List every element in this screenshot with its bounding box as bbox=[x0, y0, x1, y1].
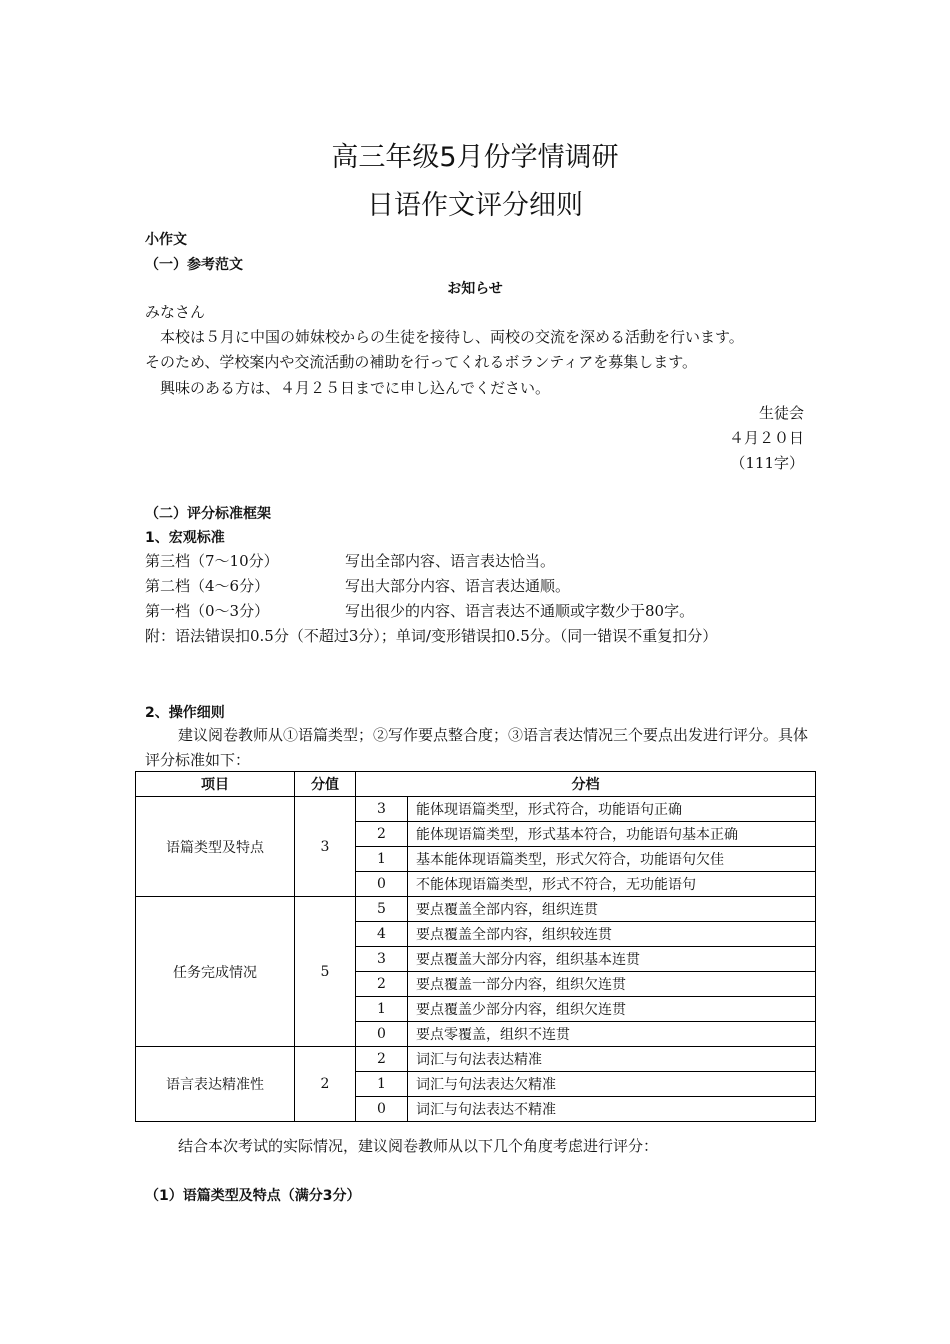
letter-char-count: （111字） bbox=[730, 454, 804, 472]
letter-paragraph-2: そのため、学校案内や交流活動の補助を行ってくれるボランティアを募集します。 bbox=[145, 353, 698, 371]
table-desc-cell: 词汇与句法表达精准 bbox=[408, 1047, 816, 1072]
table-desc-cell: 能体现语篇类型，形式基本符合，功能语句基本正确 bbox=[408, 822, 816, 847]
table-level-cell: 2 bbox=[356, 822, 408, 847]
deduction-note: 附：语法错误扣0.5分（不超过3分）；单词/变形错误扣0.5分。（同一错误不重复扣分） bbox=[145, 627, 718, 645]
table-level-cell: 1 bbox=[356, 1072, 408, 1097]
subsection-1-title: （1）语篇类型及特点（满分3分） bbox=[145, 1188, 361, 1204]
page-subtitle: 日语作文评分细则 bbox=[367, 190, 583, 221]
table-level-cell: 4 bbox=[356, 922, 408, 947]
table-level-cell: 0 bbox=[356, 1022, 408, 1047]
table-row bbox=[136, 897, 816, 922]
letter-signature: 生徒会 bbox=[758, 404, 804, 422]
table-item-cell: 语言表达精准性 bbox=[136, 1047, 295, 1122]
table-level-cell: 1 bbox=[356, 847, 408, 872]
table-row bbox=[136, 797, 816, 822]
table-desc-cell: 能体现语篇类型，形式符合，功能语句正确 bbox=[408, 797, 816, 822]
table-level-cell: 5 bbox=[356, 897, 408, 922]
after-table-paragraph: 结合本次考试的实际情况，建议阅卷教师从以下几个角度考虑进行评分： bbox=[178, 1137, 659, 1155]
letter-paragraph-3: 興味のある方は、４月２５日までに申し込んでください。 bbox=[145, 379, 551, 397]
table-row bbox=[136, 1047, 816, 1072]
table-desc-cell: 要点覆盖大部分内容，组织基本连贯 bbox=[408, 947, 816, 972]
table-score-cell: 2 bbox=[295, 1047, 356, 1122]
table-level-cell: 2 bbox=[356, 972, 408, 997]
table-header-item: 项目 bbox=[136, 772, 295, 797]
letter-greeting: みなさん bbox=[145, 303, 206, 321]
table-header-levels: 分档 bbox=[356, 772, 816, 797]
section-small-essay: 小作文 bbox=[145, 232, 187, 248]
table-desc-cell: 基本能体现语篇类型，形式欠符合，功能语句欠佳 bbox=[408, 847, 816, 872]
level-3-desc: 写出全部内容、语言表达恰当。 bbox=[345, 552, 556, 570]
operation-paragraph: 建议阅卷教师从①语篇类型；②写作要点整合度；③语言表达情况三个要点出发进行评分。具体评分标准如下： bbox=[145, 726, 809, 769]
table-desc-cell: 要点零覆盖，组织不连贯 bbox=[408, 1022, 816, 1047]
level-2-name: 第二档（4～6分） bbox=[145, 577, 270, 595]
level-1-name: 第一档（0～3分） bbox=[145, 602, 270, 620]
operation-title: 2、操作细则 bbox=[145, 705, 225, 721]
table-item-cell: 语篇类型及特点 bbox=[136, 797, 295, 897]
section-framework: （二）评分标准框架 bbox=[145, 506, 271, 522]
table-header-score: 分值 bbox=[295, 772, 356, 797]
table-score-cell: 5 bbox=[295, 897, 356, 1047]
table-desc-cell: 词汇与句法表达不精准 bbox=[408, 1097, 816, 1122]
table-item-cell: 任务完成情况 bbox=[136, 897, 295, 1047]
page-title: 高三年级5月份学情调研 bbox=[331, 142, 619, 173]
table-level-cell: 3 bbox=[356, 797, 408, 822]
section-reference: （一）参考范文 bbox=[145, 257, 243, 273]
table-desc-cell: 要点覆盖全部内容，组织较连贯 bbox=[408, 922, 816, 947]
table-desc-cell: 要点覆盖少部分内容，组织欠连贯 bbox=[408, 997, 816, 1022]
macro-standard-title: 1、宏观标准 bbox=[145, 530, 225, 546]
table-desc-cell: 要点覆盖全部内容，组织连贯 bbox=[408, 897, 816, 922]
table-desc-cell: 要点覆盖一部分内容，组织欠连贯 bbox=[408, 972, 816, 997]
letter-paragraph-1: 本校は５月に中国の姉妹校からの生徒を接待し、両校の交流を深める活動を行います。 bbox=[145, 328, 744, 346]
table-score-cell: 3 bbox=[295, 797, 356, 897]
table-header-row bbox=[136, 772, 816, 797]
table-desc-cell: 词汇与句法表达欠精准 bbox=[408, 1072, 816, 1097]
level-2-desc: 写出大部分内容、语言表达通顺。 bbox=[345, 577, 571, 595]
table-level-cell: 0 bbox=[356, 1097, 408, 1122]
table-level-cell: 2 bbox=[356, 1047, 408, 1072]
table-level-cell: 3 bbox=[356, 947, 408, 972]
table-level-cell: 1 bbox=[356, 997, 408, 1022]
table-level-cell: 0 bbox=[356, 872, 408, 897]
letter-heading: お知らせ bbox=[447, 281, 503, 297]
level-1-desc: 写出很少的内容、语言表达不通顺或字数少于80字。 bbox=[345, 602, 695, 620]
table-desc-cell: 不能体现语篇类型，形式不符合，无功能语句 bbox=[408, 872, 816, 897]
letter-date: ４月２０日 bbox=[728, 429, 804, 447]
level-3-name: 第三档（7～10分） bbox=[145, 552, 279, 570]
scoring-table bbox=[135, 771, 816, 1122]
